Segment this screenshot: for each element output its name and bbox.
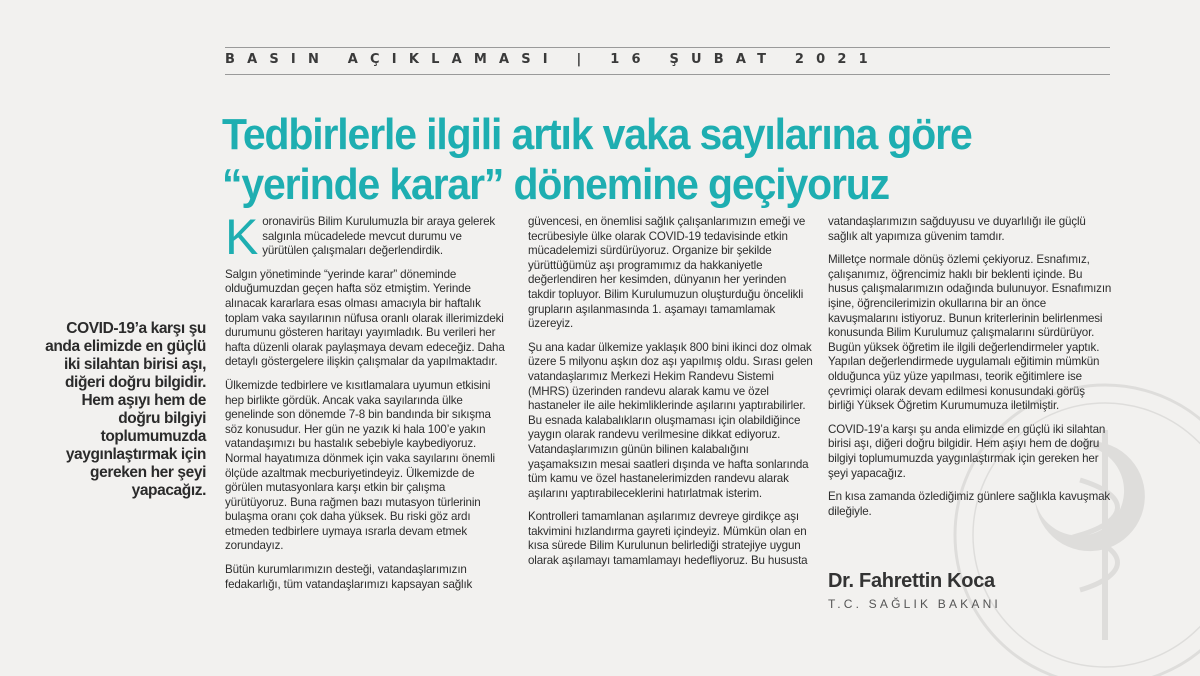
paragraph: güvencesi, en önemlisi sağlık çalışanlarımızın emeği ve tecrübesiyle ülke olarak COVID-19 tedavisinde etkin mücadelemizi sürdürüyoruz. Organize bir şekilde yürüttüğümüz aşı programımız da hakkaniyetle değerlendiren her kesimden, dünyanın her yerinden takdir topluyor. Bilim Kurulumuzun oluşturduğu öncelikli grupların aşılanmasında 1. aşamayı tamamlamak üzereyiz. — [528, 215, 806, 331]
headline-line-2: “yerinde karar” dönemine geçiyoruz — [222, 160, 890, 209]
headline-line-1: Tedbirlerle ilgili artık vaka sayılarına göre — [222, 110, 972, 159]
signatory-name: Dr. Fahrettin Koca — [828, 570, 995, 592]
paragraph: vatandaşlarımızın sağduyusu ve duyarlılığı ile güçlü sağlık alt yapımıza güvenim tamdır. — [828, 215, 1086, 243]
paragraph: Salgın yönetiminde “yerinde karar” döneminde olduğumuzdan geçen hafta söz etmiştim. Yerinde alınacak kararlara esas olması amacıyla bir haftalık toplam vaka sayılarının nüfusa oranlı olarak illerimizdeki durumunu gösteren haritayı yayımladık. Bu verileri her hafta düzenli olarak paylaşmaya devam edeceğiz. Daha detaylı göstergelere ilişkin çalışmalar da yapılmaktadır. — [225, 267, 505, 369]
article-column-2 — [528, 215, 813, 578]
paragraph: COVID-19’a karşı şu anda elimizde en güçlü iki silahtan birisi aşı, diğeri doğru bilgidir. Hem aşıyı hem de doğru bilgiyi toplumumuzda yaygınlaştırmak için gereken her şeyi yapacağız. — [828, 422, 1106, 480]
header-label: BASIN AÇIKLAMASI | 16 ŞUBAT 2021 — [225, 52, 880, 67]
pull-quote: COVID-19’a karşı şu anda elimizde en güçlü iki silahtan birisi aşı, diğeri doğru bilgidir. Hem aşıyı hem de doğru bilgiyi toplumumuzda yaygınlaştırmak için gereken her şeyi yapacağız. — [45, 320, 206, 499]
header-rule-top — [225, 47, 1110, 48]
signatory-title: T.C. SAĞLIK BAKANI — [828, 597, 1001, 611]
paragraph: Bütün kurumlarımızın desteği, vatandaşlarımızın fedakarlığı, tüm vatandaşlarımızı kapsayan sağlık — [225, 563, 473, 591]
health-ministry-emblem-icon — [940, 370, 1200, 676]
drop-cap: K — [225, 209, 259, 265]
article-column-1 — [225, 209, 510, 601]
paragraph: Şu ana kadar ülkemize yaklaşık 800 bini ikinci doz olmak üzere 5 milyonu aşkın doz aşı yapılmış oldu. Sırası gelen vatandaşlarımız Merkezi Hekim Randevu Sistemi (MHRS) üzerinden randevu alarak kamu ve özel hastaneler ile aile hekimliklerinde aşılarını yaptırabilirler. Bu esnada kalabalıkların oluşmaması için olabildiğince yaygın olarak randevu verilmesine dikkat ediyoruz. Vatandaşlarımızın günün bilinen kalabalığını yaşamaksızın mesai saatleri dışında ve hafta sonlarında tüm kamu ve özel hastanelerimizden randevu alarak aşılarını yaptırabileceklerini hatırlatmak isterim. — [528, 340, 813, 500]
paragraph: Ülkemizde tedbirlere ve kısıtlamalara uyumun etkisini hep birlikte gördük. Ancak vaka sayılarında ülke genelinde son dönemde 7-8 bin bandında bir sıkışma söz konusudur. Her gün ne yazık ki hala 100’e yakın vatandaşımızı bu hastalık sebebiyle kaybediyoruz. Normal hayatımıza dönmek için vaka sayılarını önemli ölçüde azaltmak mecburiyetindeyiz. Ülkemizde de görülen mutasyonlara karşı etkin bir çalışma yürütüyoruz. Buna rağmen bazı mutasyon türlerinin bulaşma oranı çok daha yüksek. Bu riski göz ardı etmeden tedbirlere uymaya ısrarla devam etmek zorundayız. — [225, 378, 495, 553]
headline — [222, 110, 1087, 210]
paragraph: En kısa zamanda özlediğimiz günlere sağlıkla kavuşmak dileğiyle. — [828, 490, 1111, 518]
paragraph-text: oronavirüs Bilim Kurulumuzla bir araya gelerek salgınla mücadelede mevcut durumu ve yürütülen çalışmaları değerlendirdik. — [262, 215, 496, 258]
header-rule-bottom — [225, 74, 1110, 75]
paragraph: Kontrolleri tamamlanan aşılarımız devreye girdikçe aşı takvimini hızlandırma gayreti içindeyiz. Mümkün olan en kısa sürede Bilim Kurulunun belirlediği stratejiye uygun olarak aşılamayı tamamlamayı hedefliyoruz. Bu hususta — [528, 510, 808, 568]
paragraph: Milletçe normale dönüş özlemi çekiyoruz. Esnafımız, çalışanımız, öğrencimiz haklı bir beklenti içinde. Bu husus çalışmalarımızın odağında bulunuyor. Esnafımızın işine, öğrencilerimizin okullarına bir an önce kavuşmalarını istiyoruz. Bunun kriterlerinin belirlenmesi konusunda Bilim Kurulumuz çalışmalarını sürdürüyor. Bugün yüksek öğretim ile ilgili değerlendirmeler yaptık. Yapılan değerlendirmede uygulamalı eğitimin mümkün olduğunca yüz yüze yapılması, teorik eğitimlere ise çevrimiçi olarak devam edilmesi konusundaki görüş birliği Yüksek Öğretim Kurumumuza iletilmiştir. — [828, 253, 1112, 413]
paragraph — [225, 209, 510, 265]
